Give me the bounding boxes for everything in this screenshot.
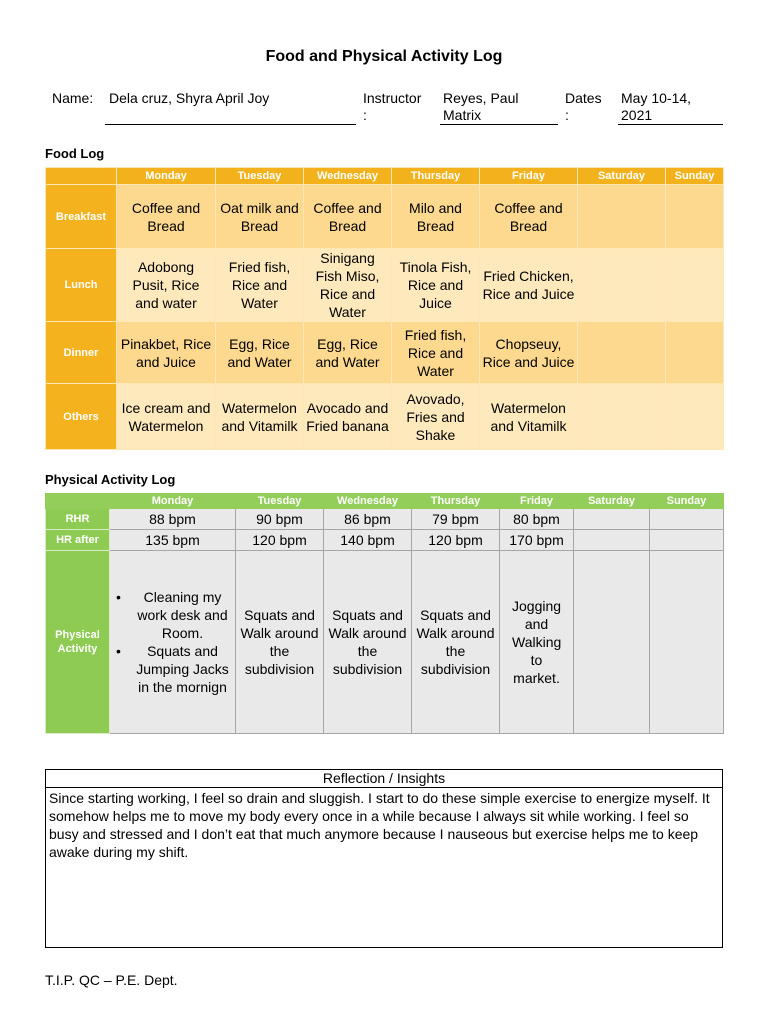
physical-cell: 170 bpm — [500, 530, 574, 551]
food-cell: Coffee and Bread — [117, 185, 216, 249]
physical-cell: 80 bpm — [500, 509, 574, 530]
food-row-breakfast — [46, 185, 724, 249]
dates-field — [618, 90, 723, 125]
food-log-title: Food Log — [45, 146, 105, 161]
food-cell: Egg, Rice and Water — [304, 322, 392, 384]
food-row-label: Dinner — [46, 322, 117, 384]
food-cell — [578, 249, 666, 322]
physical-corner-cell — [46, 494, 110, 509]
physical-cell — [650, 530, 724, 551]
physical-day-header: Friday — [500, 494, 574, 509]
dates-value-line1: May 10-14, — [621, 90, 692, 106]
food-cell: Watermelon and Vitamilk — [480, 384, 578, 450]
physical-cell: Squats and Walk around the subdivision — [236, 551, 324, 734]
physical-row-activity — [46, 551, 724, 734]
reflection-text: Since starting working, I feel so drain and sluggish. I start to do these simple exercise to energize myself. It somehow helps me to move my body every once in a while because I always sit while working. I feel so busy and stressed and I don’t eat that much anymore because I nauseous but exercise helps me to keep awake during my shift. — [49, 790, 710, 860]
food-corner-cell — [46, 168, 117, 185]
monday-activity-item: • Cleaning my work desk and Room. — [114, 588, 233, 642]
food-day-header: Wednesday — [304, 168, 392, 185]
physical-row-rhr — [46, 509, 724, 530]
instructor-colon: : — [363, 107, 367, 123]
instructor-field — [440, 90, 558, 125]
food-cell: Tinola Fish, Rice and Juice — [392, 249, 480, 322]
food-day-header: Thursday — [392, 168, 480, 185]
physical-day-header: Wednesday — [324, 494, 412, 509]
food-cell: Fried Chicken, Rice and Juice — [480, 249, 578, 322]
reflection-box — [45, 769, 723, 948]
physical-day-header: Thursday — [412, 494, 500, 509]
food-day-header: Sunday — [666, 168, 724, 185]
physical-cell: Squats and Walk around the subdivision — [324, 551, 412, 734]
food-cell — [578, 185, 666, 249]
name-label: Name: — [52, 90, 94, 106]
food-cell — [666, 322, 724, 384]
physical-cell — [574, 551, 650, 734]
physical-cell: 120 bpm — [412, 530, 500, 551]
food-cell: Oat milk and Bread — [216, 185, 304, 249]
food-cell: Fried fish, Rice and Water — [216, 249, 304, 322]
physical-cell — [574, 509, 650, 530]
physical-cell — [650, 509, 724, 530]
physical-row-hr-after — [46, 530, 724, 551]
physical-cell — [574, 530, 650, 551]
physical-cell-monday — [110, 551, 236, 734]
food-cell: Avovado, Fries and Shake — [392, 384, 480, 450]
physical-row-label: Physical Activity — [46, 551, 110, 734]
food-cell — [578, 322, 666, 384]
monday-activity-list — [112, 588, 233, 696]
food-row-lunch — [46, 249, 724, 322]
food-day-header: Friday — [480, 168, 578, 185]
physical-cell — [650, 551, 724, 734]
physical-cell: 140 bpm — [324, 530, 412, 551]
physical-cell: 135 bpm — [110, 530, 236, 551]
physical-day-header: Monday — [110, 494, 236, 509]
food-cell: Egg, Rice and Water — [216, 322, 304, 384]
food-row-dinner — [46, 322, 724, 384]
food-day-header: Tuesday — [216, 168, 304, 185]
dates-value-line2: 2021 — [621, 107, 653, 123]
food-cell: Watermelon and Vitamilk — [216, 384, 304, 450]
instructor-value-line2: Matrix — [443, 107, 482, 123]
physical-row-label: HR after — [46, 530, 110, 551]
food-row-others — [46, 384, 724, 450]
physical-cell: 90 bpm — [236, 509, 324, 530]
food-log-table — [45, 167, 724, 450]
food-day-header: Monday — [117, 168, 216, 185]
food-cell — [666, 384, 724, 450]
food-cell: Adobong Pusit, Rice and water — [117, 249, 216, 322]
monday-activity-item: • Squats and Jumping Jacks in the mornign — [114, 642, 233, 696]
food-cell: Pinakbet, Rice and Juice — [117, 322, 216, 384]
food-cell — [578, 384, 666, 450]
name-value: Dela cruz, Shyra April Joy — [109, 90, 270, 106]
food-cell: Milo and Bread — [392, 185, 480, 249]
food-cell — [666, 249, 724, 322]
food-day-header: Saturday — [578, 168, 666, 185]
physical-cell: 120 bpm — [236, 530, 324, 551]
physical-log-title: Physical Activity Log — [45, 472, 176, 487]
food-cell: Fried fish, Rice and Water — [392, 322, 480, 384]
physical-log-table — [45, 493, 724, 734]
instructor-value-line1: Reyes, Paul — [443, 90, 519, 106]
food-cell: Chopseuy, Rice and Juice — [480, 322, 578, 384]
reflection-heading: Reflection / Insights — [46, 770, 722, 788]
page-title: Food and Physical Activity Log — [265, 48, 503, 65]
food-cell: Avocado and Fried banana — [304, 384, 392, 450]
physical-cell: 86 bpm — [324, 509, 412, 530]
physical-day-header: Saturday — [574, 494, 650, 509]
food-row-label: Breakfast — [46, 185, 117, 249]
physical-day-header: Tuesday — [236, 494, 324, 509]
instructor-label: Instructor — [363, 90, 422, 106]
food-cell: Coffee and Bread — [304, 185, 392, 249]
dates-colon: : — [565, 107, 569, 123]
food-cell: Sinigang Fish Miso, Rice and Water — [304, 249, 392, 322]
physical-cell: Jogging and Walking to market. — [500, 551, 574, 734]
physical-cell: Squats and Walk around the subdivision — [412, 551, 500, 734]
food-row-label: Lunch — [46, 249, 117, 322]
physical-row-label: RHR — [46, 509, 110, 530]
physical-cell: 88 bpm — [110, 509, 236, 530]
physical-cell: 79 bpm — [412, 509, 500, 530]
footer-text: T.I.P. QC – P.E. Dept. — [45, 972, 178, 988]
name-field — [105, 90, 356, 125]
food-cell: Coffee and Bread — [480, 185, 578, 249]
food-row-label: Others — [46, 384, 117, 450]
food-cell — [666, 185, 724, 249]
physical-day-header: Sunday — [650, 494, 724, 509]
dates-label: Dates — [565, 90, 602, 106]
food-cell: Ice cream and Watermelon — [117, 384, 216, 450]
